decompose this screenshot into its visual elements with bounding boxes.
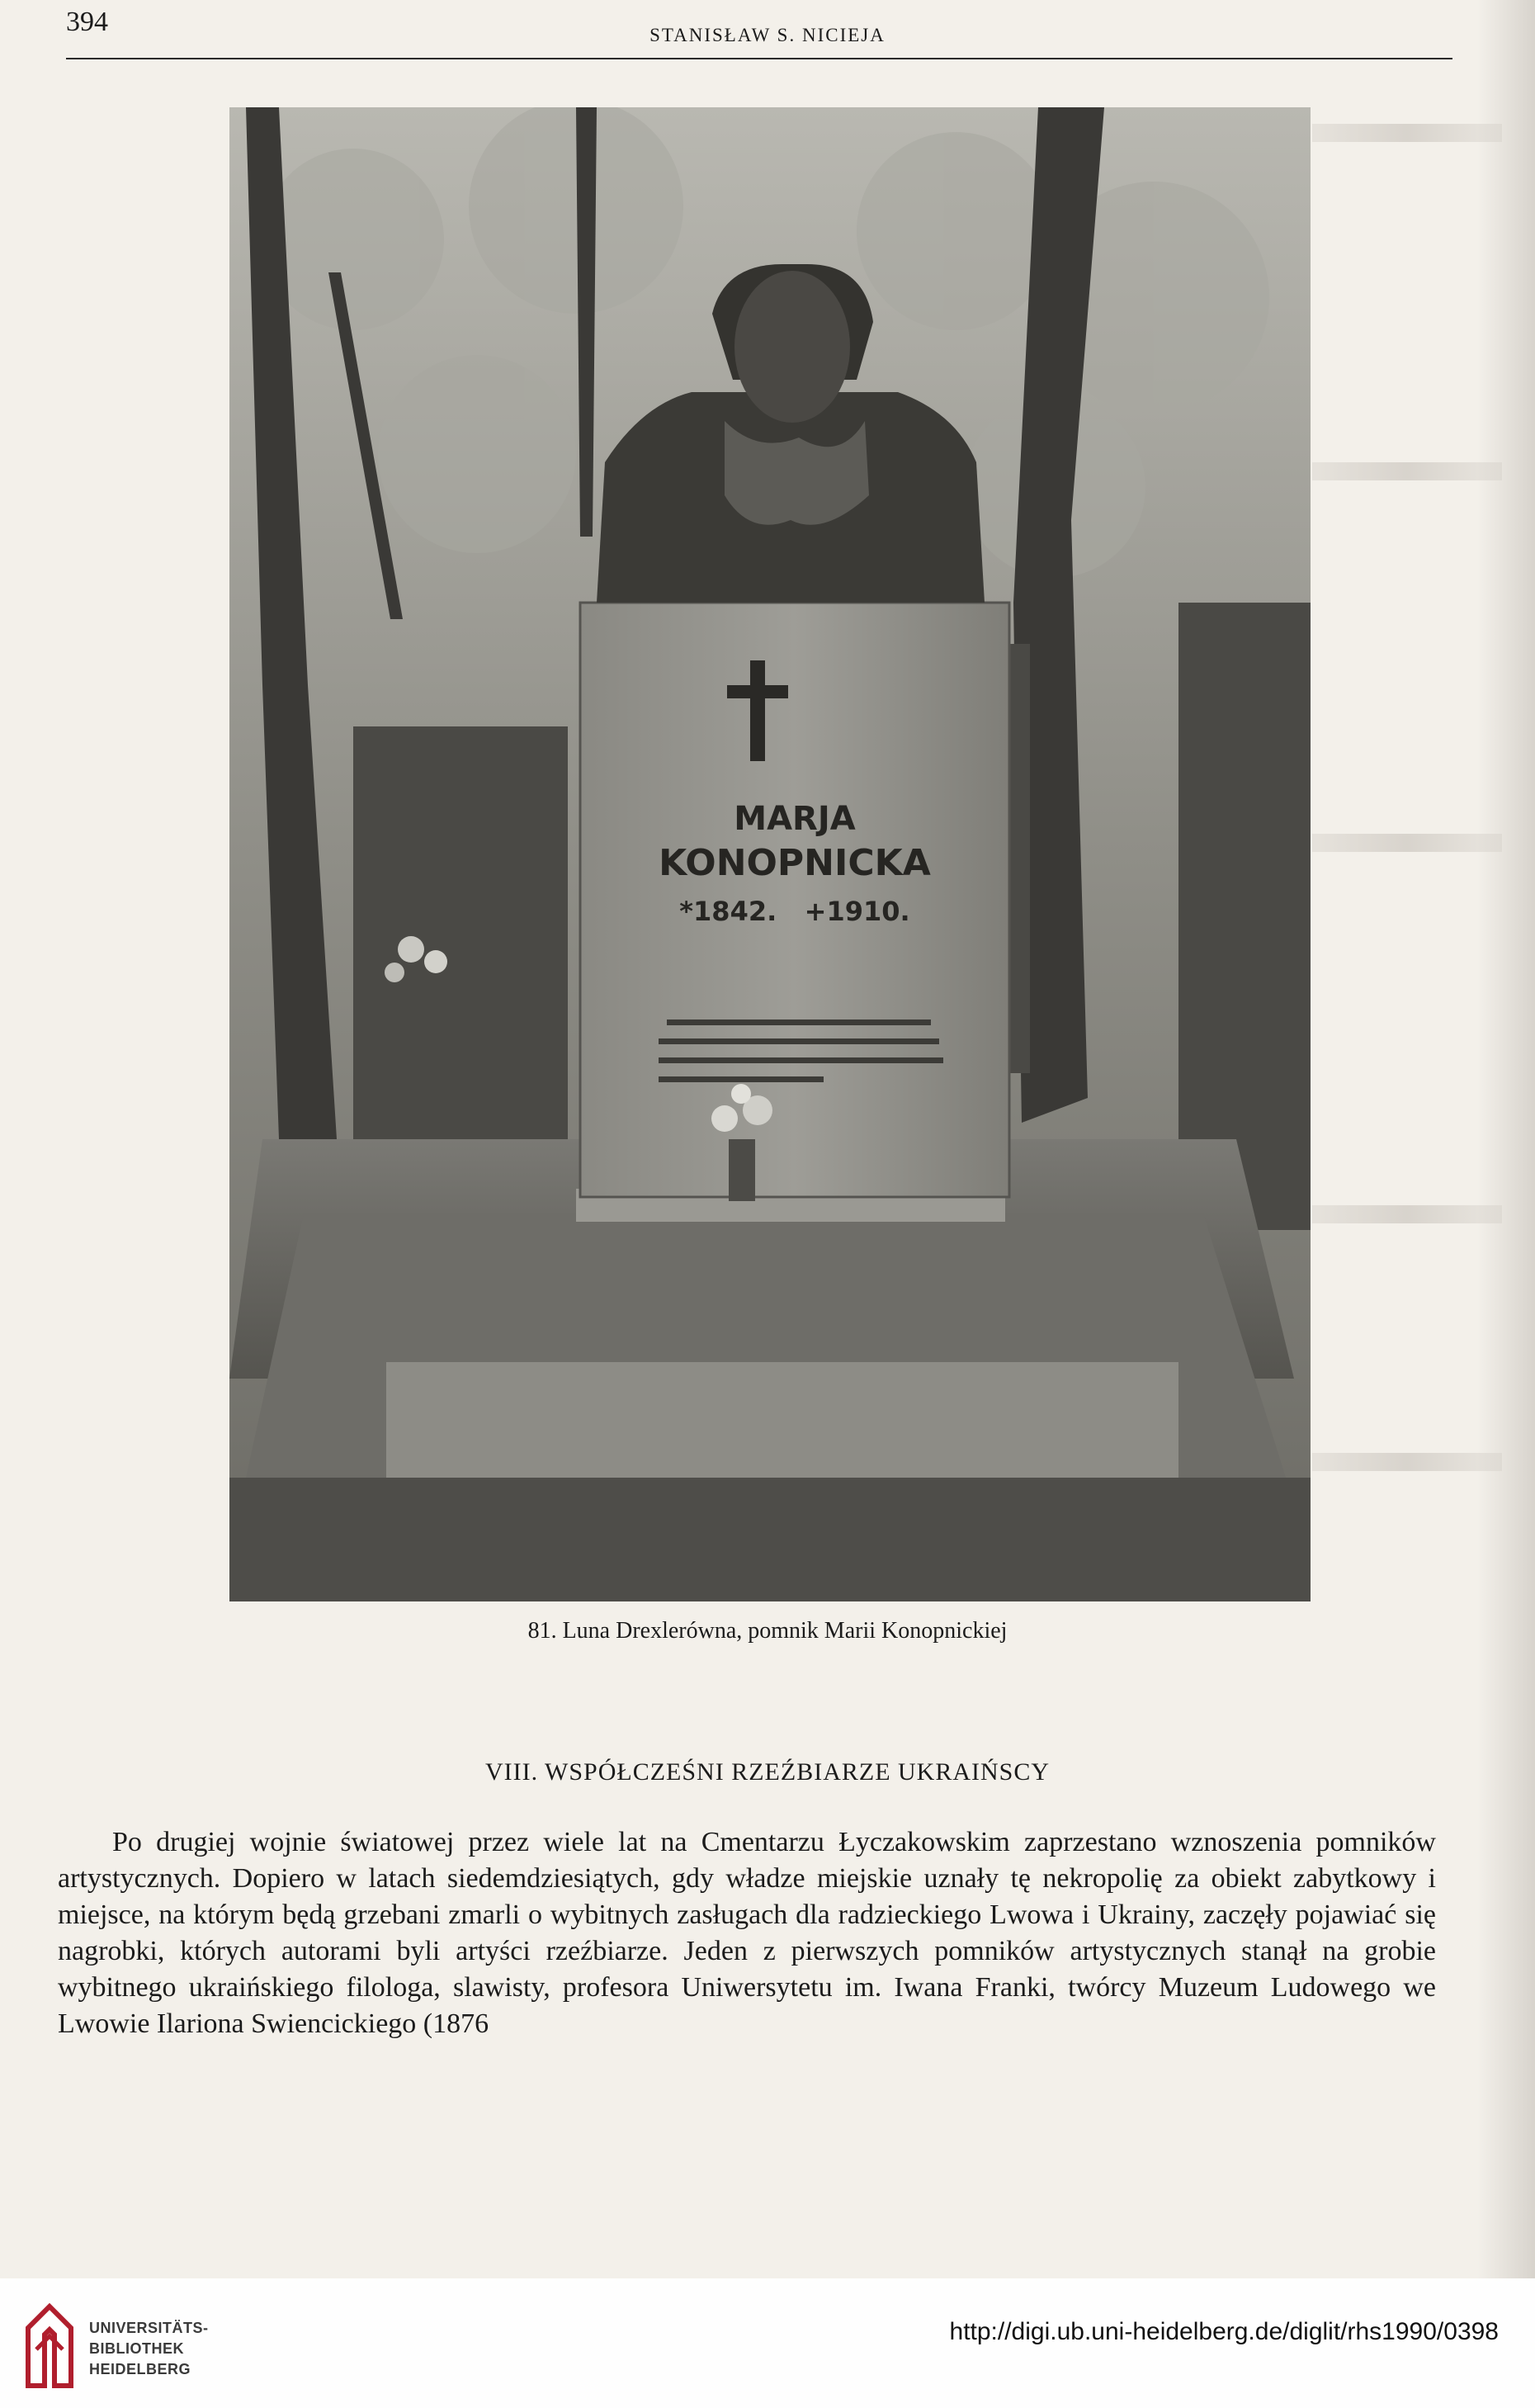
inscription-name-line2: KONOPNICKA: [659, 842, 931, 884]
facing-page-bleed: [1312, 462, 1502, 480]
running-head: STANISŁAW S. NICIEJA: [649, 25, 886, 45]
facing-page-bleed: [1312, 1205, 1502, 1223]
inscription-dates: *1842. +1910.: [679, 896, 910, 927]
monument-photograph: [229, 107, 1311, 1601]
facing-page-bleed: [1312, 1453, 1502, 1471]
bust-face: [734, 271, 850, 423]
facing-page-bleed: [1312, 124, 1502, 142]
header-rule: [66, 58, 1452, 59]
library-name-line2: BIBLIOTHEK: [89, 2340, 184, 2357]
body-paragraph: Po drugiej wojnie światowej przez wiele lat na Cmentarzu Łyczakowskim zaprzestano wznoszenia pomników artystycznych. Dopiero w latach siedemdziesiątych, gdy władze miejskie uznały tę nekropolię za obiekt zabytkowy i miejsce, na którym będą grzebani zmarli o wybitnych zasługach dla radzieckiego Lwowa i Ukrainy, zaczęły pojawiać się nagrobki, których autorami byli artyści rzeźbiarze. Jeden z pierwszych pomników artystycznych stanął na grobie wybitnego ukraińskiego filologa, slawisty, profesora Uniwersytetu im. Iwana Franki, twórcy Muzeum Ludowego we Lwowie Ilariona Swiencickiego (1876: [58, 1827, 1436, 2039]
library-logo-icon: [25, 2303, 74, 2394]
source-url-link[interactable]: http://digi.ub.uni-heidelberg.de/diglit/rhs1990/0398: [949, 2318, 1499, 2345]
library-logo: [25, 2303, 74, 2394]
library-name-line1: UNIVERSITÄTS-: [89, 2320, 209, 2336]
inscription-name-line1: MARJA: [734, 800, 856, 838]
facing-page-bleed: [1312, 834, 1502, 852]
base-lower-tier: [229, 1478, 1311, 1601]
page-number: 394: [66, 7, 108, 37]
library-name-line3: HEIDELBERG: [89, 2361, 191, 2377]
section-heading: VIII. WSPÓŁCZEŚNI RZEŹBIARZE UKRAIŃSCY: [484, 1758, 1051, 1786]
monument-photograph-drawing: [229, 107, 1311, 1601]
library-name: [89, 2318, 209, 2380]
base-step: [386, 1362, 1178, 1478]
figure-caption: 81. Luna Drexlerówna, pomnik Marii Konopnickiej: [527, 1618, 1008, 1644]
